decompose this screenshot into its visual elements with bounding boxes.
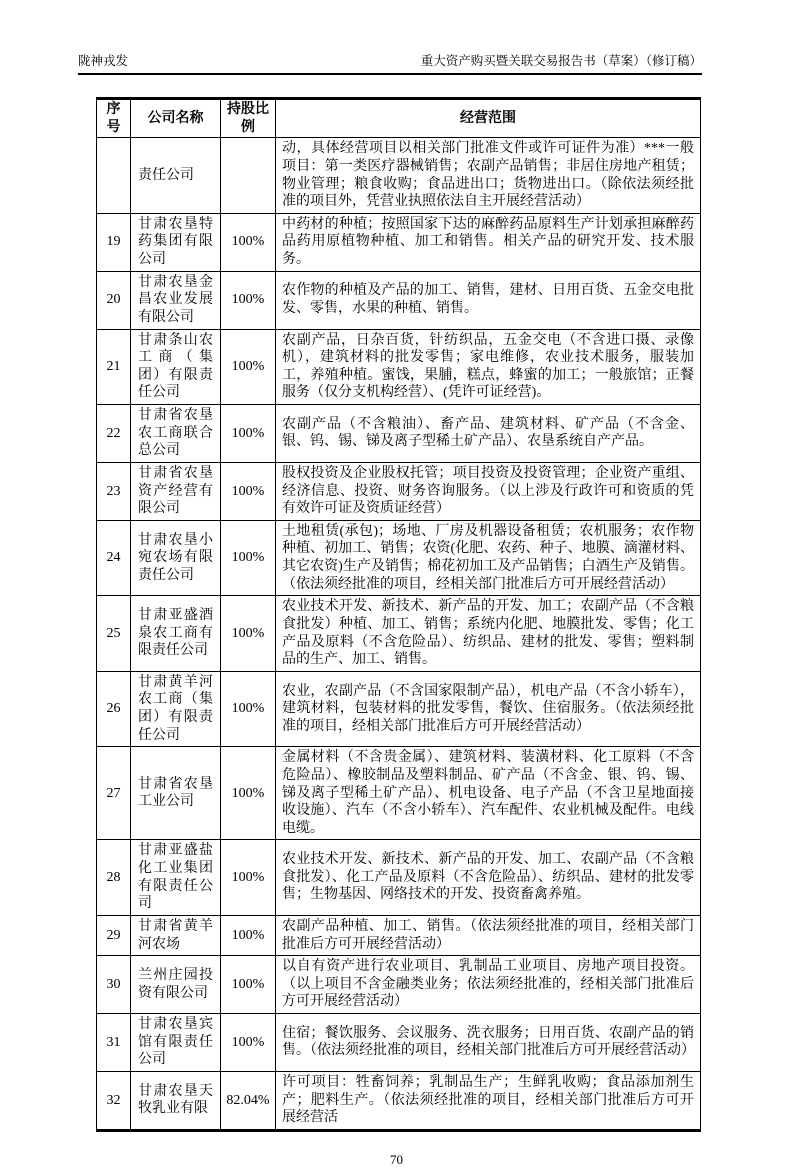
scope-cell: 动，具体经营项目以相关部门批准文件或许可证件为准）***一般项目：第一类医疗器械销售；农副产品销售；非居住房地产租赁；物业管理；粮食收购；食品进出口；货物进出口。（除依法须经批准的项目外，凭营业执照依法自主开展经营活动） <box>276 138 701 214</box>
scope-cell: 金属材料（不含贵金属）、建筑材料、装潢材料、化工原料（不含危险品）、橡胶制品及塑料制品、矿产品（不含金、银、钨、锡、锑及离子型稀土矿产品）、机电设备、电子产品（不含卫星地面接收设施）、汽车（不含小轿车）、汽车配件、农业机械及配件。电线电缆。 <box>276 747 701 840</box>
table-row <box>97 213 701 271</box>
seq-cell: 26 <box>97 671 131 747</box>
seq-cell: 29 <box>97 915 131 955</box>
ratio-cell: 100% <box>221 956 276 1014</box>
company-name-cell: 甘肃省农垦工业公司 <box>131 747 221 840</box>
scope-cell: 许可项目：牲畜饲养；乳制品生产；生鲜乳收购；食品添加剂生产；肥料生产。（依法须经批准的项目，经相关部门批准后方可开展经营活 <box>276 1071 701 1130</box>
column-header-seq: 序号 <box>97 99 131 138</box>
scope-cell: 农副产品，日杂百货，针纺织品，五金交电（不含进口摄、录像机），建筑材料的批发零售；家电维修，农业技术服务，服装加工，养殖种植。蜜饯，果脯，糕点，蜂蜜的加工；一般旅馆；正餐服务（仅分支机构经营）、(凭许可证经营)。 <box>276 329 701 405</box>
seq-cell: 25 <box>97 596 131 672</box>
ratio-cell: 82.04% <box>221 1071 276 1130</box>
ratio-cell: 100% <box>221 329 276 405</box>
company-name-cell: 甘肃农垦小宛农场有限责任公司 <box>131 520 221 596</box>
company-name-cell: 甘肃条山农工商（集团）有限责任公司 <box>131 329 221 405</box>
company-name-cell: 甘肃亚盛盐化工业集团有限责任公司 <box>131 840 221 916</box>
ratio-cell: 100% <box>221 747 276 840</box>
table-body <box>97 138 701 1131</box>
company-name-cell: 兰州庄园投资有限公司 <box>131 956 221 1014</box>
table-row <box>97 915 701 955</box>
business-scope-table <box>96 97 701 1132</box>
table-header-row <box>97 99 701 138</box>
ratio-cell: 100% <box>221 915 276 955</box>
seq-cell: 21 <box>97 329 131 405</box>
company-name-cell: 甘肃黄羊河农工商（集团）有限责任公司 <box>131 671 221 747</box>
scope-cell: 农作物的种植及产品的加工、销售，建材、日用百货、五金交电批发、零售，水果的种植、销售。 <box>276 271 701 329</box>
scope-cell: 农业技术开发、新技术、新产品的开发、加工；农副产品（不含粮食批发）种植、加工、销售；系统内化肥、地膜批发、零售；化工产品及原料（不含危险品）、纺织品、建材的批发、零售；塑料制品的生产、加工、销售。 <box>276 596 701 672</box>
table-row <box>97 462 701 520</box>
company-name-cell: 甘肃农垦宾馆有限责任公司 <box>131 1014 221 1072</box>
header-right-title: 重大资产购买暨关联交易报告书（草案）（修订稿） <box>420 54 702 68</box>
seq-cell: 31 <box>97 1014 131 1072</box>
seq-cell: 28 <box>97 840 131 916</box>
header-left-title: 陇神戎发 <box>78 54 129 68</box>
scope-cell: 中药材的种植；按照国家下达的麻醉药品原料生产计划承担麻醉药品药用原植物种植、加工和销售。相关产品的研究开发、技术服务。 <box>276 213 701 271</box>
seq-cell: 32 <box>97 1071 131 1130</box>
table-row <box>97 1071 701 1130</box>
ratio-cell: 100% <box>221 596 276 672</box>
scope-cell: 土地租赁(承包)；场地、厂房及机器设备租赁；农机服务；农作物种植、初加工、销售；农资(化肥、农药、种子、地膜、滴灌材料、其它农资)生产及销售；棉花初加工及产品销售；白酒生产及销售。（依法须经批准的项目，经相关部门批准后方可开展经营活动） <box>276 520 701 596</box>
company-name-cell: 甘肃农垦特药集团有限公司 <box>131 213 221 271</box>
table-row <box>97 138 701 214</box>
table-row <box>97 271 701 329</box>
company-name-cell: 甘肃省农垦农工商联合总公司 <box>131 405 221 463</box>
seq-cell <box>97 138 131 214</box>
company-name-cell: 甘肃农垦金昌农业发展有限公司 <box>131 271 221 329</box>
table-row <box>97 956 701 1014</box>
seq-cell: 23 <box>97 462 131 520</box>
seq-cell: 22 <box>97 405 131 463</box>
seq-cell: 19 <box>97 213 131 271</box>
document-page <box>0 54 793 1168</box>
scope-cell: 农业技术开发、新技术、新产品的开发、加工、农副产品（不含粮食批发）、化工产品及原料（不含危险品）、纺织品、建材的批发零售；生物基因、网络技术的开发、投资畜禽养殖。 <box>276 840 701 916</box>
ratio-cell: 100% <box>221 462 276 520</box>
scope-cell: 农业，农副产品（不含国家限制产品），机电产品（不含小轿车），建筑材料，包装材料的批发零售，餐饮、住宿服务。（依法须经批准的项目，经相关部门批准后方可开展经营活动） <box>276 671 701 747</box>
scope-cell: 农副产品（不含粮油）、畜产品、建筑材料、矿产品（不含金、银、钨、锡、锑及离子型稀土矿产品）、农垦系统自产产品。 <box>276 405 701 463</box>
company-name-cell: 责任公司 <box>131 138 221 214</box>
page-header <box>78 54 702 75</box>
scope-cell: 以自有资产进行农业项目、乳制品工业项目、房地产项目投资。（以上项目不含金融类业务；依法须经批准的，经相关部门批准后方可开展经营活动） <box>276 956 701 1014</box>
ratio-cell: 100% <box>221 671 276 747</box>
company-name-cell: 甘肃亚盛酒泉农工商有限责任公司 <box>131 596 221 672</box>
ratio-cell: 100% <box>221 405 276 463</box>
scope-cell: 农副产品种植、加工、销售。（依法须经批准的项目，经相关部门批准后方可开展经营活动） <box>276 915 701 955</box>
page-footer <box>0 1152 793 1168</box>
ratio-cell: 100% <box>221 213 276 271</box>
page-number: 70 <box>390 1151 403 1167</box>
table-row <box>97 1014 701 1072</box>
company-name-cell: 甘肃省农垦资产经营有限公司 <box>131 462 221 520</box>
seq-cell: 24 <box>97 520 131 596</box>
company-name-cell: 甘肃农垦天牧乳业有限 <box>131 1071 221 1130</box>
table-row <box>97 329 701 405</box>
ratio-cell: 100% <box>221 271 276 329</box>
column-header-scope: 经营范围 <box>276 99 701 138</box>
company-name-cell: 甘肃省黄羊河农场 <box>131 915 221 955</box>
table-row <box>97 596 701 672</box>
table-row <box>97 405 701 463</box>
ratio-cell: 100% <box>221 1014 276 1072</box>
seq-cell: 30 <box>97 956 131 1014</box>
scope-cell: 股权投资及企业股权托管；项目投资及投资管理；企业资产重组、经济信息、投资、财务咨询服务。（以上涉及行政许可和资质的凭有效许可证及资质证经营） <box>276 462 701 520</box>
scope-cell: 住宿；餐饮服务、会议服务、洗衣服务；日用百货、农副产品的销售。（依法须经批准的项目，经相关部门批准后方可开展经营活动） <box>276 1014 701 1072</box>
ratio-cell <box>221 138 276 214</box>
column-header-ratio: 持股比例 <box>221 99 276 138</box>
seq-cell: 27 <box>97 747 131 840</box>
table-row <box>97 520 701 596</box>
table-row <box>97 747 701 840</box>
table-row <box>97 840 701 916</box>
ratio-cell: 100% <box>221 520 276 596</box>
ratio-cell: 100% <box>221 840 276 916</box>
seq-cell: 20 <box>97 271 131 329</box>
table-row <box>97 671 701 747</box>
column-header-name: 公司名称 <box>131 99 221 138</box>
